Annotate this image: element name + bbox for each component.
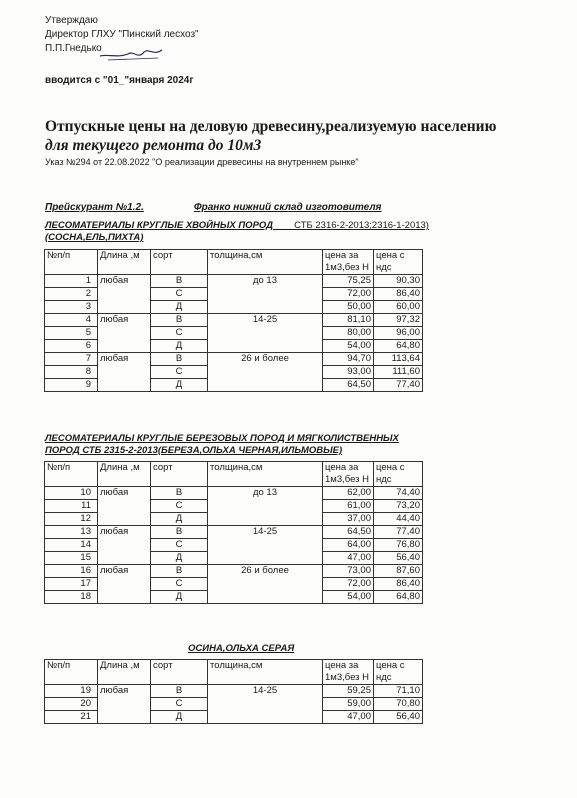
row-price-vat: 90,30 [374,275,423,288]
row-price: 47,00 [323,552,374,565]
header-length: Длина ,м [98,462,151,487]
row-grade: С [151,698,208,711]
header-price: цена за 1м3,без Н [323,250,374,275]
price-list-number: Прейскурант №1.2. [45,202,144,213]
table-row [45,366,423,379]
row-grade: Д [151,301,208,314]
row-price: 54,00 [323,591,374,604]
row-number: 21 [45,711,98,724]
table-row [45,698,423,711]
row-grade: Д [151,379,208,392]
table-row [45,288,423,301]
row-thickness: 14-25 [208,526,323,539]
row-length: любая [98,275,151,288]
row-grade: В [151,526,208,539]
row-price: 50,00 [323,301,374,314]
row-length [98,340,151,353]
decree-reference: Указ №294 от 22.08.2022 "О реализации древесины на внутреннем рынке" [45,157,359,167]
row-grade: С [151,539,208,552]
table-row [45,340,423,353]
row-price-vat: 60,00 [374,301,423,314]
row-length [98,500,151,513]
row-thickness [208,552,323,565]
row-price: 59,00 [323,698,374,711]
row-length [98,698,151,711]
row-thickness [208,500,323,513]
table-row [45,685,423,698]
row-thickness [208,301,323,314]
row-price-vat: 111,60 [374,366,423,379]
table-row [45,314,423,327]
header-row [45,250,423,275]
row-grade: В [151,565,208,578]
row-thickness [208,366,323,379]
row-price-vat: 96,00 [374,327,423,340]
header-price-vat: цена с ндс [374,660,423,685]
row-length [98,327,151,340]
row-price-vat: 77,40 [374,379,423,392]
header-num: №п/п [45,660,98,685]
row-number: 20 [45,698,98,711]
table-row [45,711,423,724]
header-price: цена за 1м3,без Н [323,462,374,487]
row-grade: В [151,685,208,698]
row-price-vat: 73,20 [374,500,423,513]
section-2-title: ЛЕСОМАТЕРИАЛЫ КРУГЛЫЕ БЕРЕЗОВЫХ ПОРОД И МЯГКОЛИСТВЕННЫХ ПОРОД СТБ 2315-2-2013(БЕРЕЗА,ОЛЬХА ЧЕРНАЯ,ИЛЬМОВЫЕ) [45,433,399,456]
approval-line-3: П.П.Гнедько [45,43,102,54]
row-length [98,288,151,301]
row-thickness [208,539,323,552]
table-row [45,513,423,526]
table-row [45,539,423,552]
row-thickness [208,578,323,591]
row-price-vat: 64,80 [374,340,423,353]
row-grade: В [151,275,208,288]
signature-icon [98,40,168,64]
row-thickness [208,711,323,724]
row-number: 8 [45,366,98,379]
row-grade: В [151,487,208,500]
row-thickness [208,698,323,711]
row-number: 18 [45,591,98,604]
table-row [45,327,423,340]
row-grade: С [151,366,208,379]
header-grade: сорт [151,250,208,275]
row-price-vat: 97,32 [374,314,423,327]
row-length: любая [98,314,151,327]
row-length: любая [98,685,151,698]
row-number: 3 [45,301,98,314]
row-price: 62,00 [323,487,374,500]
table-row [45,353,423,366]
row-price-vat: 74,40 [374,487,423,500]
row-number: 12 [45,513,98,526]
header-thickness: толщина,см [208,660,323,685]
row-price: 54,00 [323,340,374,353]
row-length [98,513,151,526]
table-birch [44,461,423,604]
row-length [98,578,151,591]
row-price: 75,25 [323,275,374,288]
row-price: 47,00 [323,711,374,724]
row-length [98,711,151,724]
table-row [45,591,423,604]
row-price: 93,00 [323,366,374,379]
row-number: 7 [45,353,98,366]
header-thickness: толщина,см [208,250,323,275]
row-number: 19 [45,685,98,698]
row-length: любая [98,353,151,366]
header-price: цена за 1м3,без Н [323,660,374,685]
row-number: 1 [45,275,98,288]
row-grade: С [151,578,208,591]
row-price-vat: 86,40 [374,288,423,301]
row-thickness: 26 и более [208,565,323,578]
row-length [98,301,151,314]
header-row [45,462,423,487]
row-thickness: до 13 [208,275,323,288]
row-number: 5 [45,327,98,340]
row-thickness [208,379,323,392]
header-grade: сорт [151,462,208,487]
row-price-vat: 56,40 [374,552,423,565]
row-number: 17 [45,578,98,591]
row-number: 14 [45,539,98,552]
row-grade: С [151,288,208,301]
row-price-vat: 77,40 [374,526,423,539]
row-number: 15 [45,552,98,565]
table-row [45,487,423,500]
table-row [45,552,423,565]
row-length [98,379,151,392]
header-num: №п/п [45,250,98,275]
header-price-vat: цена с ндс [374,462,423,487]
row-thickness: до 13 [208,487,323,500]
row-price: 72,00 [323,578,374,591]
row-price: 73,00 [323,565,374,578]
row-thickness [208,513,323,526]
row-thickness: 14-25 [208,314,323,327]
row-grade: Д [151,591,208,604]
row-grade: Д [151,711,208,724]
row-length [98,366,151,379]
row-grade: Д [151,340,208,353]
header-num: №п/п [45,462,98,487]
row-price: 80,00 [323,327,374,340]
header-row [45,660,423,685]
row-length: любая [98,487,151,500]
row-length: любая [98,565,151,578]
section-1-standard: СТБ 2316-2-2013;2316-1-2013) [294,220,429,231]
page-subtitle: для текущего ремонта до 10м3 [45,137,262,154]
approval-line-1: Утверждаю [45,15,98,26]
row-thickness [208,591,323,604]
section-3-title: ОСИНА,ОЛЬХА СЕРАЯ [188,643,295,654]
row-thickness: 14-25 [208,685,323,698]
table-row [45,301,423,314]
header-length: Длина ,м [98,660,151,685]
row-grade: В [151,353,208,366]
row-length [98,552,151,565]
row-price: 64,00 [323,539,374,552]
page-title: Отпускные цены на деловую древесину,реализуемую населению [45,118,497,135]
table-row [45,578,423,591]
table-conifer [44,249,423,392]
effective-date: вводится с "01_"января 2024г [45,75,194,86]
row-price-vat: 113,64 [374,353,423,366]
delivery-terms: Франко нижний склад изготовителя [193,202,382,213]
row-price-vat: 86,40 [374,578,423,591]
row-price-vat: 56,40 [374,711,423,724]
header-price-vat: цена с ндс [374,250,423,275]
row-number: 10 [45,487,98,500]
row-thickness [208,327,323,340]
table-row [45,565,423,578]
row-grade: Д [151,552,208,565]
section-1-title: ЛЕСОМАТЕРИАЛЫ КРУГЛЫЕ ХВОЙНЫХ ПОРОД СТБ 2316-2-2013;2316-1-2013) (СОСНА,ЕЛЬ,ПИХТА) [45,220,429,243]
price-list-header [45,202,381,213]
row-number: 16 [45,565,98,578]
header-thickness: толщина,см [208,462,323,487]
row-price: 81,10 [323,314,374,327]
row-price: 61,00 [323,500,374,513]
approval-line-2: Директор ГЛХУ "Пинский лесхоз" [45,29,199,40]
row-number: 9 [45,379,98,392]
row-length: любая [98,526,151,539]
row-thickness: 26 и более [208,353,323,366]
row-grade: С [151,500,208,513]
row-price-vat: 76,80 [374,539,423,552]
row-price: 37,00 [323,513,374,526]
row-price: 59,25 [323,685,374,698]
row-thickness [208,340,323,353]
row-number: 11 [45,500,98,513]
header-grade: сорт [151,660,208,685]
row-price-vat: 64,80 [374,591,423,604]
table-row [45,275,423,288]
row-price-vat: 70,80 [374,698,423,711]
table-aspen [44,659,423,724]
row-number: 6 [45,340,98,353]
row-price-vat: 44,40 [374,513,423,526]
row-price: 94,70 [323,353,374,366]
row-length [98,539,151,552]
row-number: 13 [45,526,98,539]
row-price: 64,50 [323,379,374,392]
table-row [45,379,423,392]
row-length [98,591,151,604]
table-row [45,526,423,539]
row-grade: В [151,314,208,327]
row-price: 72,00 [323,288,374,301]
row-price: 64,50 [323,526,374,539]
row-number: 2 [45,288,98,301]
row-number: 4 [45,314,98,327]
row-grade: С [151,327,208,340]
row-price-vat: 71,10 [374,685,423,698]
row-price-vat: 87,60 [374,565,423,578]
header-length: Длина ,м [98,250,151,275]
table-row [45,500,423,513]
row-grade: Д [151,513,208,526]
row-thickness [208,288,323,301]
